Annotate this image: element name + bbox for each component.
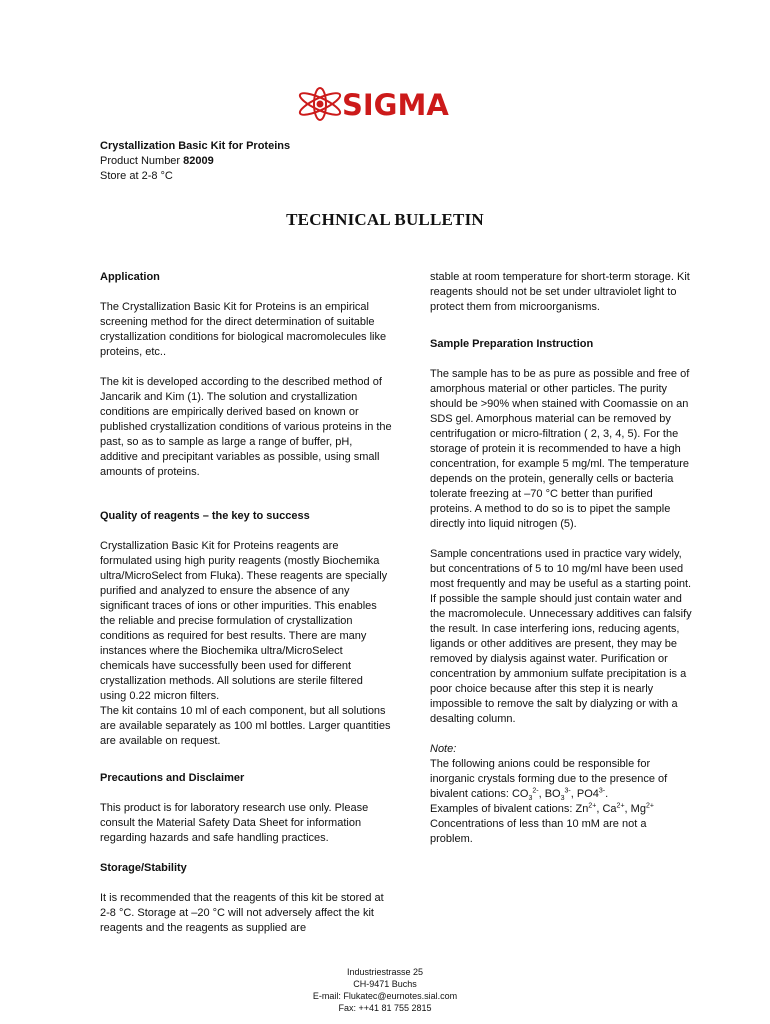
application-paragraph-2: The kit is developed according to the described method of Jancarik and Kim (1). The solution and crystallization conditions are empirically derived based on known or published crystallization conditions of various proteins in the past, so as to sample as large a range of buffer, pH, additive and precipitant variables as possible, using small amounts of proteins. bbox=[100, 376, 392, 478]
quality-paragraph-2: The kit contains 10 ml of each component, but all solutions are available separately as 100 ml bottles. Larger quantities are available on request. bbox=[100, 705, 391, 747]
right-column bbox=[430, 270, 692, 847]
storage-paragraph: It is recommended that the reagents of this kit be stored at 2-8 °C. Storage at –20 °C will not adversely affect the kit reagents and the reagents as supplied are bbox=[100, 892, 384, 934]
quality-heading: Quality of reagents – the key to success bbox=[100, 510, 310, 522]
footer-address bbox=[0, 966, 770, 1014]
product-number-label: Product Number bbox=[100, 155, 184, 167]
product-info bbox=[100, 139, 290, 184]
product-number-value: 82009 bbox=[183, 155, 214, 167]
footer-street: Industriestrasse 25 bbox=[346, 967, 424, 977]
sample-heading: Sample Preparation Instruction bbox=[430, 338, 594, 350]
note-cations: Examples of bivalent cations: $Zn^{2+}$, $Ca^{2+}$, $Mg^{2+}$ bbox=[430, 802, 654, 815]
atom-logo-icon bbox=[296, 84, 468, 124]
footer-city: CH-9471 Buchs bbox=[353, 979, 417, 989]
application-paragraph-1: The Crystallization Basic Kit for Proteins is an empirical screening method for the direct determination of suitable crystallization conditions for biological macromolecules like proteins, etc.. bbox=[100, 301, 387, 358]
storage-heading: Storage/Stability bbox=[100, 862, 187, 874]
footer-fax: Fax: ++41 81 755 2815 bbox=[338, 1003, 432, 1013]
sample-paragraph-1: The sample has to be as pure as possible and free of amorphous material or other particles. The purity should be >90% when stained with Coomassie on an SDS gel. Amorphous material can be removed by centrifugation or micro-filtration ( 2, 3, 4, 5). For the storage of protein it is recommended to have a high concentration, for example 5 mg/ml. The temperature depends on the protein, generally cells or bacteria tolerate freezing at –70 °C better than purified proteins. A method to do so is to pipet the sample directly into liquid nitrogen (5). bbox=[430, 368, 690, 530]
sigma-logo bbox=[296, 84, 468, 124]
precautions-heading: Precautions and Disclaimer bbox=[100, 772, 245, 784]
bulletin-title: TECHNICAL BULLETIN bbox=[286, 210, 484, 229]
application-heading: Application bbox=[100, 271, 160, 283]
brand-name: SIGMA bbox=[342, 88, 449, 122]
product-number bbox=[100, 154, 290, 169]
storage-temp: Store at 2-8 °C bbox=[100, 170, 173, 182]
note-label: Note: bbox=[430, 743, 457, 755]
storage-continued: stable at room temperature for short-term storage. Kit reagents should not be set under ultraviolet light to protect them from microorganisms. bbox=[430, 271, 690, 313]
kit-name: Crystallization Basic Kit for Proteins bbox=[100, 140, 291, 152]
note-anions: The following anions could be responsible for inorganic crystals forming due to the presence of bivalent cations: $CO_3^{2-}$, $BO_3^{3-}$, $PO4^{3-}$. bbox=[430, 758, 668, 803]
sample-paragraph-2: Sample concentrations used in practice vary widely, but concentrations of 5 to 10 mg/ml have been used most frequently and may be useful as a starting point. If possible the sample should just contain water and the macromolecule. Unnecessary additives can falsify the result. In case interfering ions, reducing agents, ligands or other additives are present, they may be removed by dialysis against water. Purification or concentration by ammonium sulfate precipitation is a poor choice because after this step it is nearly impossible to remove the salt by dialyzing or with a desalting column. bbox=[430, 548, 692, 725]
left-column bbox=[100, 270, 392, 936]
precautions-paragraph: This product is for laboratory research use only. Please consult the Material Safety Data Sheet for information regarding hazards and safe handling practices. bbox=[100, 802, 369, 844]
quality-paragraph-1: Crystallization Basic Kit for Proteins reagents are formulated using high purity reagents (mostly Biochemika ultra/MicroSelect from Fluka). These reagents are specially purified and analyzed to ensure the absence of any significant traces of ions or other impurities. This enables the reliable and precise formulation of crystallization conditions as required for best results. There are many instances where the Biochemika ultra/MicroSelect chemicals have successfully been used for different crystallization methods. All solutions are sterile filtered using 0.22 micron filters. bbox=[100, 540, 388, 702]
note-end: Concentrations of less than 10 mM are not a problem. bbox=[430, 818, 647, 845]
footer-email: E-mail: Flukatec@eurnotes.sial.com bbox=[312, 991, 458, 1001]
